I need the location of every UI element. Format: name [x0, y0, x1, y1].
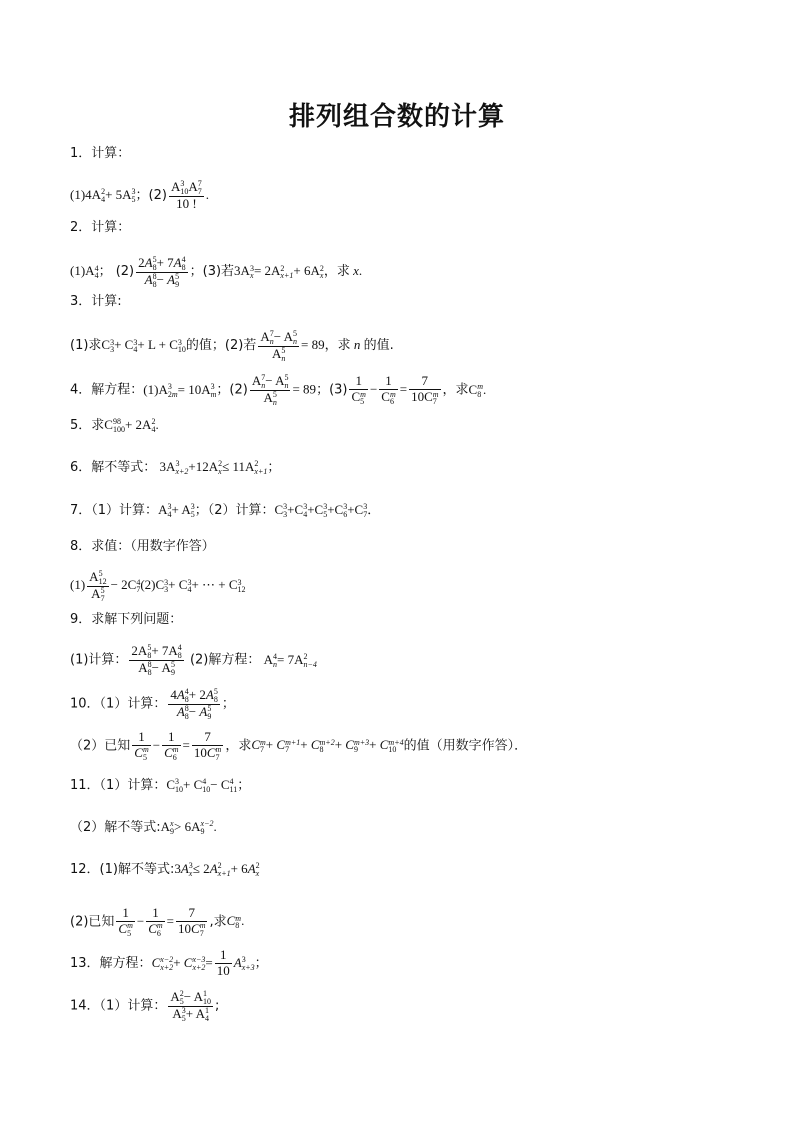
- page-title: 排列组合数的计算: [288, 102, 505, 132]
- problem-10-part2: （2）已知 1 C m 5 − 1 C m 6 = 7 10C m 7 ，求C m 7 + C m+1 7 + C m+2 8 + C m+3 9 + C m+4 10 的值（用数字作答）．: [70, 729, 528, 762]
- problem-9-formula: (1)计算： 2A 5 8 + 7A 4 8 A 8 8 − A 5 9 (2)解方程： A 4 n = 7A 2 n−4: [70, 643, 317, 677]
- fraction: 4A 4 8 + 2A 5 8 A 8 8 − A 5 9: [170, 687, 218, 721]
- problem-1-stem: 1．计算：: [70, 146, 131, 161]
- problem-3-formula: (1)求C 3 3 + C 3 4 + L + C 3 10 的值；(2)若 A 7 n − A 5 n A 5 n = 89，求 n 的值.: [70, 329, 394, 363]
- fraction: 1 C m 6: [148, 905, 163, 938]
- problem-8-formula: (1) A 5 12 A 5 7 − 2C 4 7 (2)C 3 3 + C 3 4 + ⋯ + C 3 12: [70, 569, 246, 603]
- problem-12-part2: (2)已知 1 C m 5 − 1 C m 6 = 7 10C m 7 ,求C m 8 .: [70, 905, 245, 938]
- problem-5-formula: 5．求C 98 100 + 2A 2 4 .: [70, 417, 159, 435]
- fraction: 2A 5 8 + 7A 4 8 A 8 8 − A 5 9: [138, 255, 186, 289]
- problem-2-stem: 2．计算：: [70, 220, 131, 235]
- problem-7-formula: 7．（1）计算：A 3 4 + A 3 5 ；（2）计算：C 3 3 +C 3 4 +C 3 5 +C 3 6 +C 3 7 ．: [70, 502, 381, 520]
- problem-11-part2: （2）解不等式:A x 9 > 6A x−2 9 .: [70, 819, 217, 837]
- fraction: 7 10C m 7: [411, 373, 439, 407]
- problem-11-part1: 11．（1）计算：C 3 10 + C 4 10 − C 4 11 ；: [70, 777, 251, 795]
- fraction: $\frac{1}{10}$: [216, 947, 230, 978]
- fraction: A 2 5 − A 1 10 A 3 5 + A 1 4: [170, 989, 211, 1023]
- fraction: 1 C m 5: [134, 729, 149, 762]
- fraction: 2A 5 8 + 7A 4 8 A 8 8 − A 5 9: [131, 643, 182, 677]
- fraction: 7 10C m 7: [193, 729, 222, 762]
- problem-9-stem: 9．求解下列问题：: [70, 612, 183, 627]
- problem-6-formula: 6．解不等式： 3A 3 x+2 +12A 2 x ≤ 11A 2 x+1 ；: [70, 459, 281, 477]
- fraction: A 5 12 A 5 7: [89, 569, 107, 603]
- problem-8-stem: 8．求值：（用数字作答）: [70, 539, 215, 554]
- problem-4-formula: 4．解方程：(1)A 3 2m = 10A 3 m ；(2) A 7 n − A 5 n A 5 n = 89；(3) 1 C m 5 − 1 C m 6 = 7 10C m 7 ，求C m 8 .: [70, 373, 487, 407]
- fraction: A 7 n − A 5 n A 5 n: [260, 329, 297, 363]
- fraction: 1 C m 6: [164, 729, 179, 762]
- problem-2-formula: (1)A 4 4 ； (2) 2A 5 8 + 7A 4 8 A 8 8 − A 5 9 ；(3)若3A 3 x = 2A 2 x+1 + 6A 2 x ，求 x.: [70, 255, 363, 289]
- fraction: 1 C m 5: [351, 373, 366, 407]
- problem-3-stem: 3．计算:: [70, 294, 122, 309]
- problem-1-formula: (1)4A 2 4 + 5A 3 5 ；(2) A 3 10 A 7 7 10 ! .: [70, 179, 209, 211]
- fraction: A 3 10 A 7 7 10 !: [170, 179, 202, 211]
- fraction: 7 10C m 7: [178, 905, 206, 938]
- problem-12-part1: 12．(1)解不等式:3A 3 x ≤ 2A 2 x+1 + 6A 2 x: [70, 861, 260, 879]
- problem-13-formula: 13．解方程：C x−2 x+2 + C x−3 x+2 = $\frac{1}{10}$ A 3 x+3 ；: [70, 947, 268, 978]
- problem-10-part1: 10．（1）计算： 4A 4 8 + 2A 5 8 A 8 8 − A 5 9 ；: [70, 687, 235, 721]
- problem-14-formula: 14．（1）计算： A 2 5 − A 1 10 A 3 5 + A 1 4 ;: [70, 989, 220, 1023]
- fraction: 1 C m 5: [118, 905, 133, 938]
- fraction: A 7 n − A 5 n A 5 n: [251, 373, 289, 407]
- fraction: 1 C m 6: [381, 373, 396, 407]
